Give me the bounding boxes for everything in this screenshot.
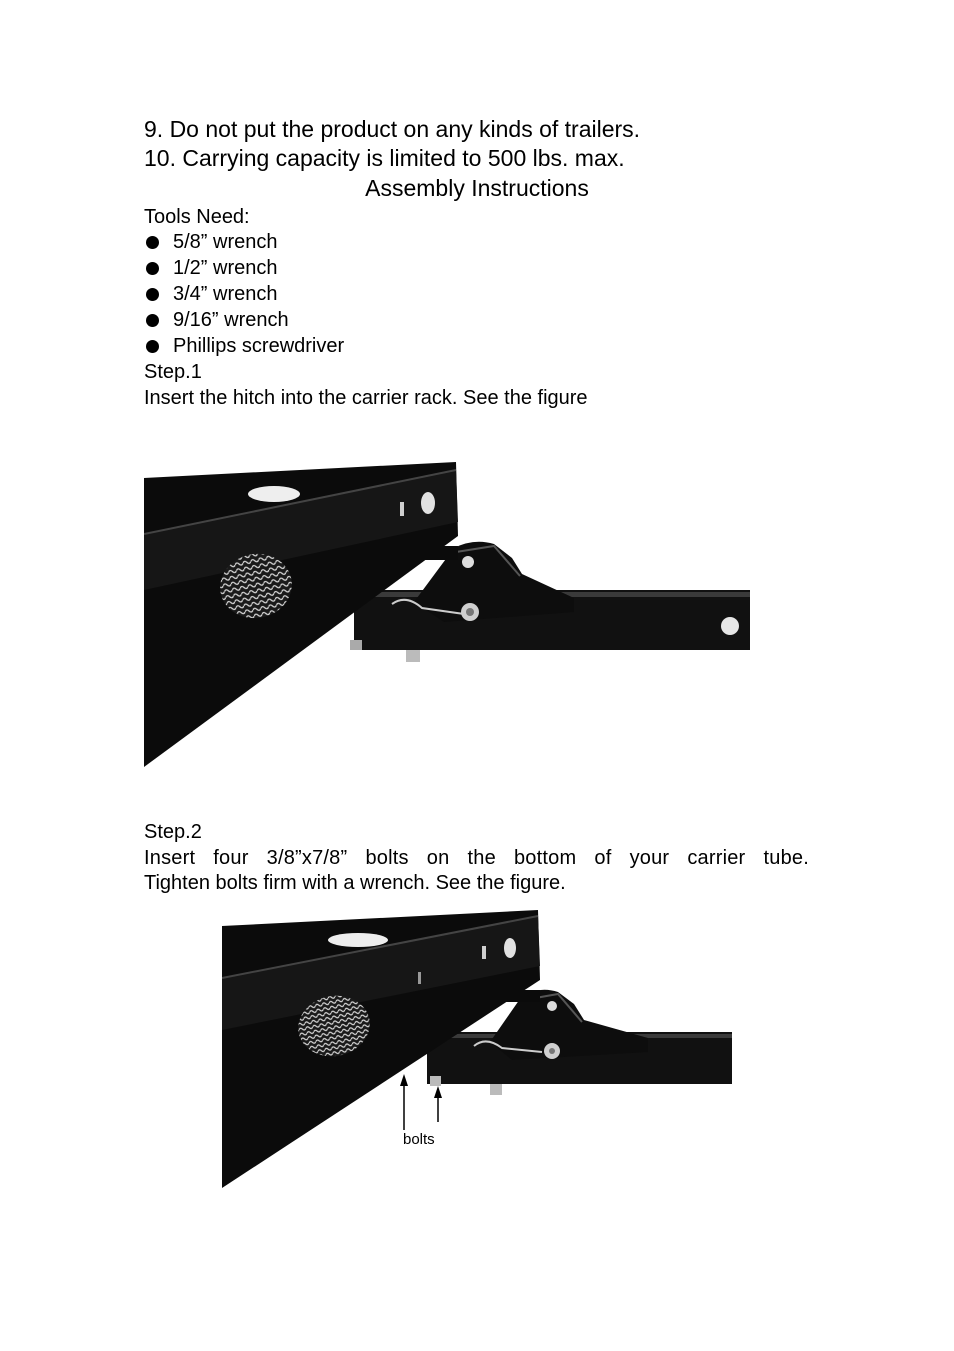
tool-item: Phillips screwdriver — [173, 335, 345, 357]
item-9: 9. Do not put the product on any kinds of trailers. — [144, 116, 641, 142]
step1-label: Step.1 — [144, 361, 202, 383]
step2-label: Step.2 — [144, 821, 202, 843]
tool-item: 1/2” wrench — [173, 257, 278, 279]
item-10: 10. Carrying capacity is limited to 500 lbs. max. — [144, 145, 625, 171]
section-heading: Assembly Instructions — [365, 175, 589, 201]
tool-item: 9/16” wrench — [173, 309, 289, 331]
tool-item: 3/4” wrench — [173, 283, 278, 305]
figure-hitch-insert — [144, 462, 752, 767]
bullet-icon — [146, 262, 159, 275]
bullet-icon — [146, 314, 159, 327]
step2-text-line2: Tighten bolts firm with a wrench. See the figure. — [144, 872, 566, 894]
tool-item: 5/8” wrench — [173, 231, 278, 253]
bullet-icon — [146, 236, 159, 249]
tools-heading: Tools Need: — [144, 206, 250, 228]
arrow-up-icon — [400, 1074, 408, 1130]
bullet-icon — [146, 288, 159, 301]
bolts-callout: bolts — [403, 1131, 435, 1148]
arrow-up-icon — [434, 1086, 442, 1122]
step2-text-line1: Insert four 3/8”x7/8” bolts on the bottom of your carrier tube. — [144, 847, 809, 869]
bullet-icon — [146, 340, 159, 353]
figure-bolts-install — [222, 910, 734, 1190]
step1-text: Insert the hitch into the carrier rack. See the figure — [144, 387, 588, 409]
